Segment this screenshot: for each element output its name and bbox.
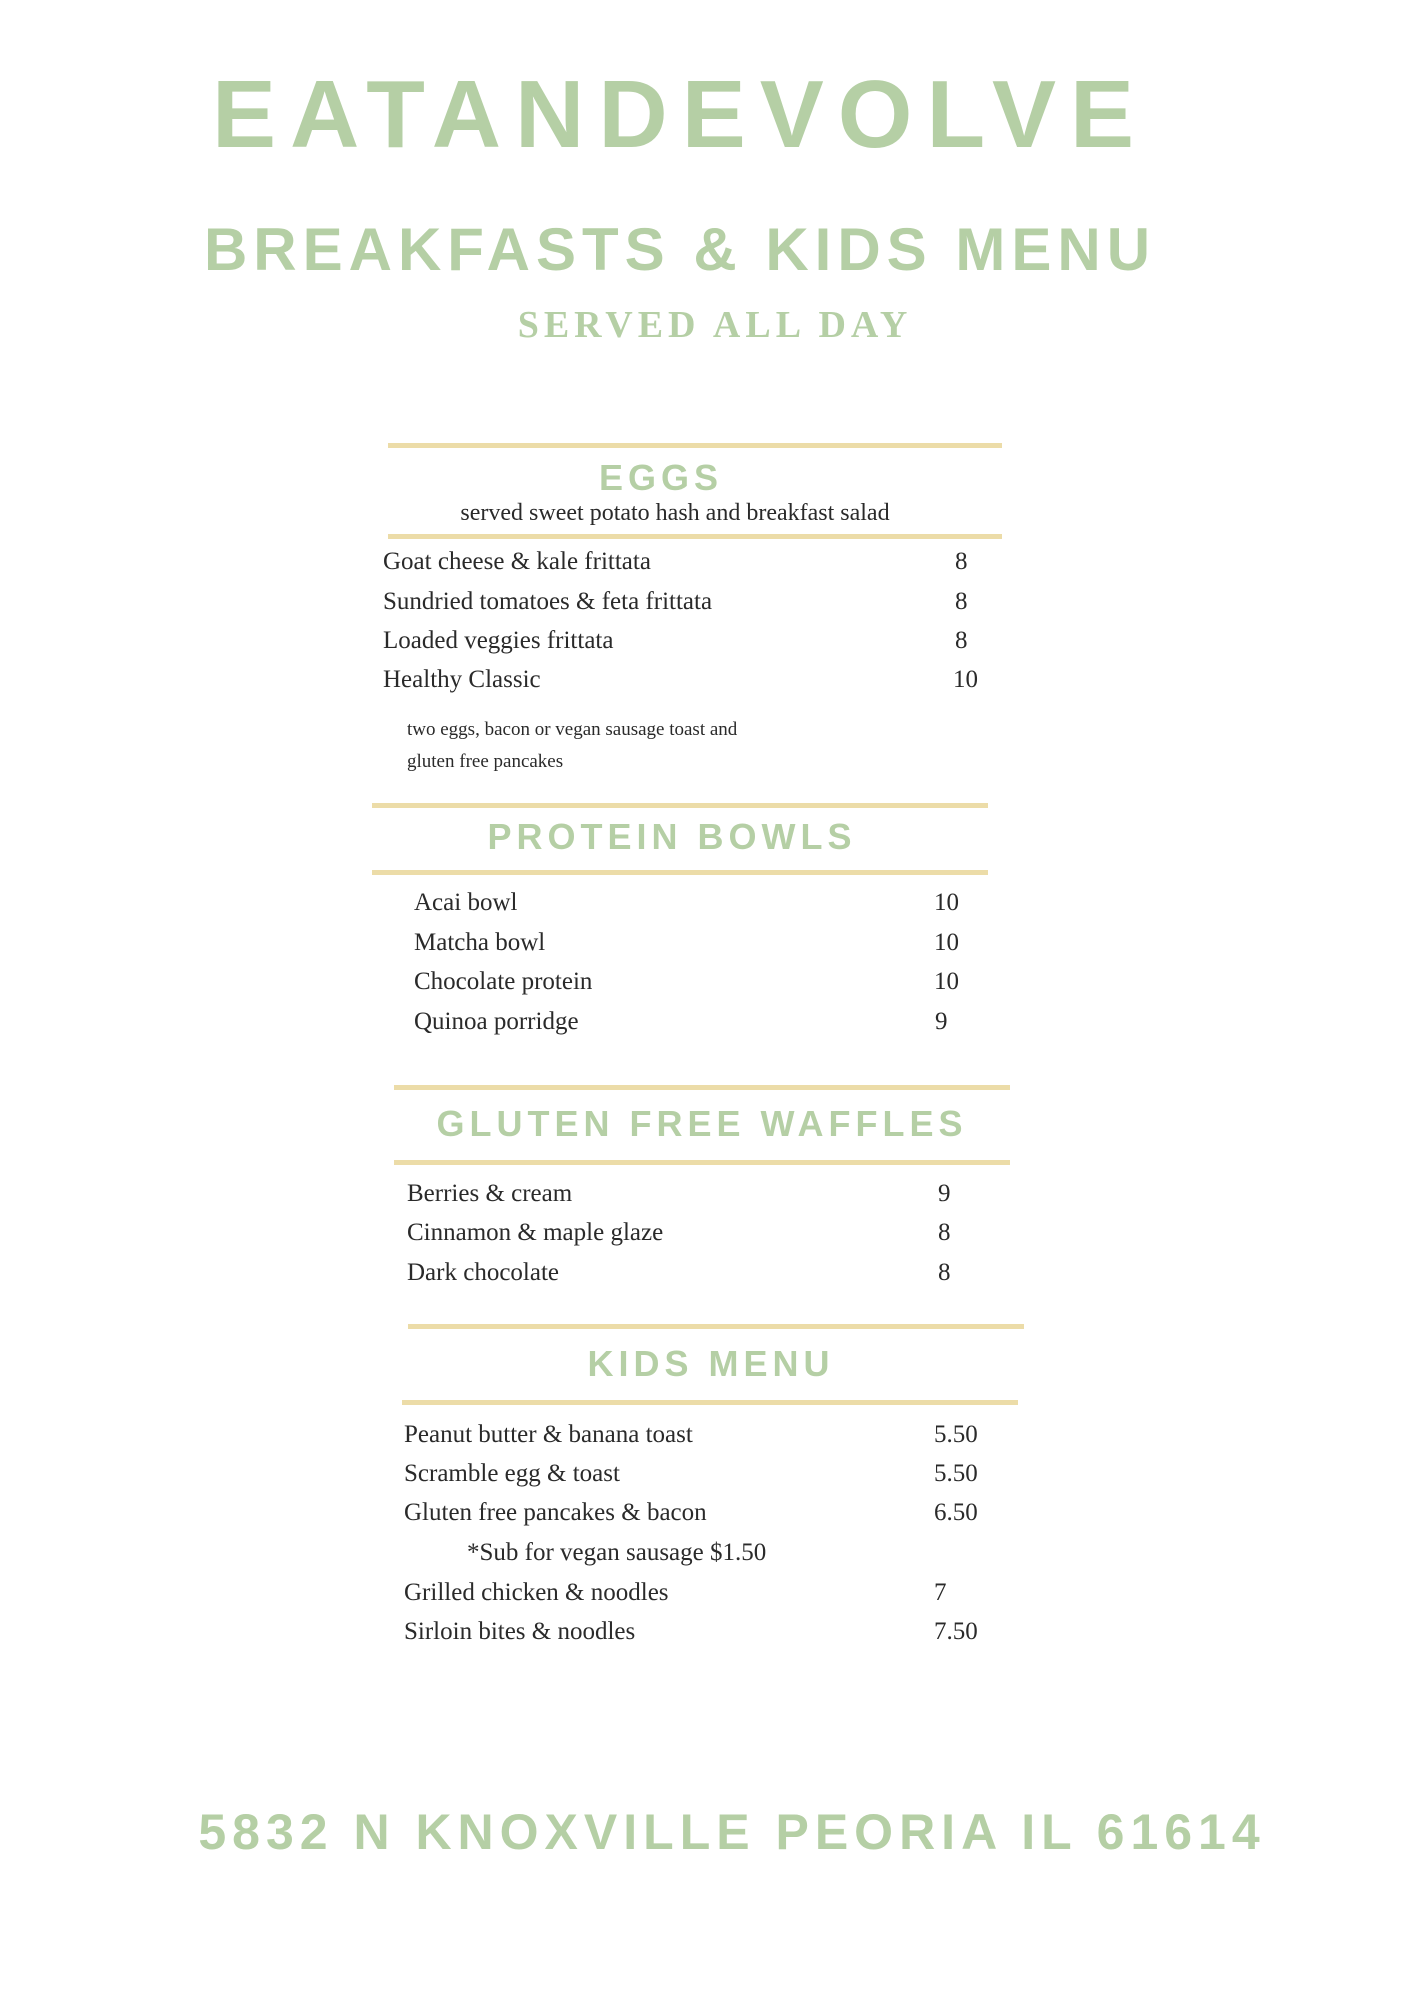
menu-item-name: Quinoa porridge [414, 1008, 579, 1035]
brand-name: EATANDEVOLVE [211, 61, 1149, 168]
menu-item-price: 8 [955, 627, 968, 654]
menu-item-price: 10 [953, 666, 978, 693]
healthy-classic-detail-line2: gluten free pancakes [407, 751, 564, 772]
menu-item-price: 8 [938, 1259, 951, 1286]
healthy-classic-detail-line1: two eggs, bacon or vegan sausage toast and [407, 719, 738, 740]
menu-item-price: 5.50 [934, 1460, 978, 1487]
section-title-kids-menu: KIDS MENU [587, 1343, 835, 1384]
menu-item-price: 10 [934, 889, 959, 916]
menu-item-price: 5.50 [934, 1421, 978, 1448]
divider-rule [394, 1085, 1010, 1090]
menu-item-price: 10 [934, 968, 959, 995]
section-title-protein-bowls: PROTEIN BOWLS [487, 816, 857, 857]
section-title-eggs: EGGS [598, 457, 724, 498]
menu-item-name: Scramble egg & toast [404, 1460, 620, 1487]
menu-title: BREAKFASTS & KIDS MENU [203, 216, 1157, 283]
menu-item-price: 8 [955, 588, 968, 615]
menu-item-price: 8 [955, 548, 968, 575]
menu-item-price: 7 [934, 1579, 947, 1606]
divider-rule [408, 1324, 1024, 1329]
menu-item-name: Sundried tomatoes & feta frittata [383, 588, 713, 615]
menu-item-name: Acai bowl [414, 889, 518, 916]
menu-item-price: 9 [935, 1008, 948, 1035]
divider-rule [388, 443, 1002, 448]
menu-item-name: Peanut butter & banana toast [404, 1421, 693, 1448]
divider-rule [394, 1160, 1010, 1165]
menu-item-price: 7.50 [934, 1618, 978, 1645]
menu-item-name: Matcha bowl [414, 929, 546, 956]
menu-item-price: 6.50 [934, 1499, 978, 1526]
menu-item-name: Grilled chicken & noodles [404, 1579, 669, 1606]
divider-rule [388, 534, 1002, 539]
divider-rule [372, 803, 988, 808]
menu-item-name: Gluten free pancakes & bacon [404, 1499, 707, 1526]
divider-rule [402, 1400, 1018, 1405]
menu-subtitle: SERVED ALL DAY [517, 304, 913, 346]
menu-item-name: Loaded veggies frittata [383, 627, 614, 654]
eggs-note: served sweet potato hash and breakfast salad [460, 500, 890, 526]
menu-item-name: Sirloin bites & noodles [404, 1618, 636, 1645]
menu-item-price: 8 [938, 1219, 951, 1246]
menu-item-price: 9 [938, 1180, 951, 1207]
address: 5832 N KNOXVILLE PEORIA IL 61614 [198, 1804, 1266, 1860]
section-title-gluten-free-waffles: GLUTEN FREE WAFFLES [436, 1103, 968, 1144]
menu-item-name: Berries & cream [407, 1180, 573, 1207]
menu-item-name: Chocolate protein [414, 968, 593, 995]
menu-item-name: Healthy Classic [383, 666, 541, 693]
menu-item-name: Goat cheese & kale frittata [383, 548, 651, 575]
vegan-sausage-sub-note: *Sub for vegan sausage $1.50 [467, 1539, 767, 1566]
menu-item-name: Cinnamon & maple glaze [407, 1219, 664, 1246]
divider-rule [372, 870, 988, 875]
menu-item-name: Dark chocolate [407, 1259, 560, 1286]
menu-item-price: 10 [934, 929, 959, 956]
